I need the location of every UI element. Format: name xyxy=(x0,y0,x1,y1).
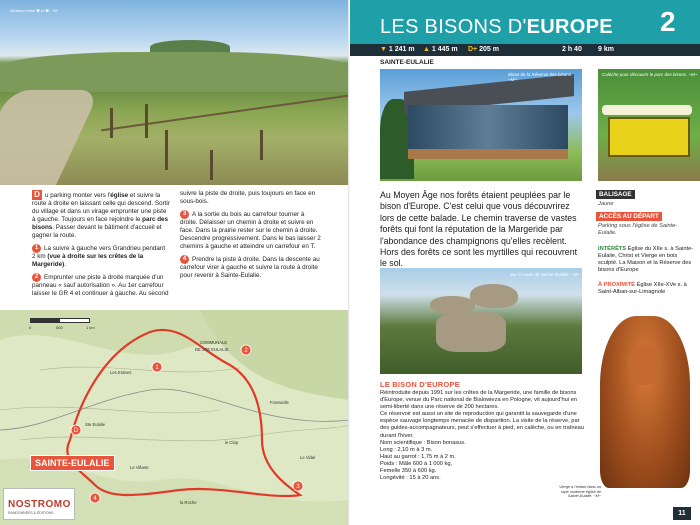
bison-house-photo xyxy=(380,69,582,181)
photo-caption: Sur la route de Sainte-Eulalie. ~M~ xyxy=(510,272,581,277)
statue-face xyxy=(628,345,660,385)
bison-line: Ce réservoir est aussi un site de reproduction qui garantit la sauvegarde d'une espèce sauvage longtemps menacée de disparition. La visite de la réserve, par des guides-accompagnateurs, peut s'effectuer à pied, en calèche, ou en traîneau durant l'hiver. xyxy=(380,411,584,439)
balisage-title: BALISAGE xyxy=(596,190,635,199)
title-regular: LES BISONS D' xyxy=(380,16,527,38)
intro-paragraph xyxy=(32,190,170,240)
photo-caption: Calèche pour découvrir le parc des bisons. ~M~ xyxy=(602,72,698,77)
scale-label: 1 km xyxy=(86,325,95,330)
map-scale-bar xyxy=(30,318,90,323)
distance: 9 km xyxy=(598,46,614,53)
scale-label: 500 xyxy=(56,325,63,330)
title-bold: EUROPE xyxy=(526,16,613,38)
map-place-label: DE STE EULALIE xyxy=(195,347,229,352)
photo-caption: Alentour entre ❹ et ❺. ~M~ xyxy=(10,8,60,13)
start-marker: D xyxy=(32,190,42,200)
min-altitude xyxy=(380,46,415,53)
map-place-label: Ste Eulalie xyxy=(85,422,106,427)
route-marker-label: 1 xyxy=(155,365,159,371)
balisage-value: Jaune xyxy=(598,201,614,207)
publisher-logo xyxy=(3,488,75,520)
route-marker-label: D xyxy=(73,428,79,434)
stat-value: 1 241 m xyxy=(388,46,415,53)
bison-line: Réintroduite depuis 1991 sur les crêtes de la Margeride, une famille de bisons d'Europe, venue du Parc national de Bialowieza en Pologne, vit aujourd'hui en semi-liberté dans une réserve de 200 hectares. xyxy=(380,390,577,411)
proximite-block xyxy=(598,282,696,296)
text: . Passer devant le bâtiment d'accueil et gagner la route. xyxy=(32,224,162,239)
step-4 xyxy=(180,255,322,280)
stat-value: 205 m xyxy=(479,46,499,53)
map-place-label: Le Villaret xyxy=(130,465,149,470)
logo-subtitle: RANDONNÉES & ÉDITIONS xyxy=(8,511,54,515)
bold-text: (vue à droite sur les crêtes de la Margeride) xyxy=(32,253,144,269)
text-column-2 xyxy=(180,190,322,284)
photo-caption: Bison de la Réserve des bisons. ~M~ xyxy=(508,72,573,82)
bison-line: Poids : Mâle 600 à 1 000 kg, xyxy=(380,460,453,467)
text: Prendre la piste à droite. Dans la descente au carrefour virer à gauche et suivre la route à droite pour revenir à Sainte-Eulalie. xyxy=(180,256,320,280)
route-marker-label: 3 xyxy=(296,484,300,490)
step-number: 3 xyxy=(180,210,189,219)
step-number: 4 xyxy=(180,255,189,264)
step-1 xyxy=(32,244,170,269)
text: . xyxy=(64,261,66,269)
stat-value: 1 445 m xyxy=(431,46,458,53)
route-marker-label: 2 xyxy=(244,348,248,354)
bison-line: Nom scientifique : Bison bonasus. xyxy=(380,439,466,446)
map-place-label: le Clap xyxy=(225,440,239,445)
col2-intro: suivre la piste de droite, puis toujours en face en sous-bois. xyxy=(180,190,316,205)
text: La suivre à gauche vers Grandrieu pendant 2 km xyxy=(32,245,166,261)
text: A la sortie du bois au carrefour tourner à droite. Délaisser un chemin à droite et suivre en face. Dans la prairie rester sur le chemin à droite. Descendre progressivement. Dans le bas laisser 2 chemins à gauche et atteindre un carrefour en T. xyxy=(180,211,321,251)
bison-line: Haut au garrot : 1,75 m à 2 m. xyxy=(380,453,456,460)
step-3 xyxy=(180,210,322,251)
town-badge: SAINTE-EULALIE xyxy=(30,455,115,471)
statue-caption: Vierge à l'enfant dans un style moderne église de Sainte-Eulalie. ~M~ xyxy=(559,485,601,498)
bison-text xyxy=(380,390,586,482)
text: u parking monter vers l' xyxy=(45,192,111,199)
map-place-label: Fonsvielle xyxy=(270,400,289,405)
bold-text: église xyxy=(110,192,129,199)
bold-text: parc des bisons xyxy=(32,216,169,231)
page-title xyxy=(380,16,613,39)
granite-rocks-photo xyxy=(380,268,582,374)
intro-paragraph: Au Moyen Âge nos forêts étaient peuplées par le bison d'Europe. C'est celui que vous découvrirez lors de cette balade. Le chemin traverse de vastes forêts qui font la réputation de la Margeride par l'abondance des champignons qu'elles recèlent. Hors des forêts ce sont les myrtilles qui recouvrent le sol. xyxy=(380,190,578,269)
acces-value: Parking sous l'église de Sainte-Eulalie. xyxy=(598,223,678,236)
bison-heading: LE BISON D'EUROPE xyxy=(380,380,460,389)
map-place-label: Les Estives xyxy=(110,370,132,375)
map-place-label: Le Vidal xyxy=(300,455,316,460)
bison-line: Femelle 350 à 600 kg. xyxy=(380,468,437,475)
logo-name: NOSTROMO xyxy=(8,499,71,510)
landscape-photo xyxy=(0,0,350,185)
elevation-gain xyxy=(468,46,499,53)
step-number: 1 xyxy=(32,244,41,253)
section-label: SAINTE-EULALIE xyxy=(380,59,434,66)
step-number: 2 xyxy=(32,273,41,282)
bison-line: Long : 2,10 m à 3 m. xyxy=(380,446,433,453)
road-line xyxy=(0,389,350,430)
step-2 xyxy=(32,273,170,298)
route-number: 2 xyxy=(660,6,676,37)
text: Emprunter une piste à droite marquée d'un panneau « sauf autorisation ». Au 1er carrefour laisser le GR 4 et continuer à gauche. Au second xyxy=(32,274,169,298)
route-marker-label: 4 xyxy=(93,496,97,502)
proximite-label: À PROXIMITÉ xyxy=(598,282,635,288)
up-triangle-icon: ▲ xyxy=(423,46,430,53)
interets-block xyxy=(598,246,696,274)
text-column-1 xyxy=(32,190,170,302)
acces-title: ACCÈS AU DÉPART xyxy=(596,212,662,221)
map-forest xyxy=(200,310,350,400)
interets-label: INTÉRÊTS xyxy=(598,246,627,252)
interets-text: Église du XIIe s. à Sainte-Eulalie, Christ et Vierge en bois sculpté. La Maison et la Réserve des bisons d'Europe xyxy=(598,246,694,273)
max-altitude xyxy=(423,46,458,53)
down-triangle-icon: ▼ xyxy=(380,46,387,53)
map-place-label: COMMUNALE xyxy=(200,340,228,345)
wooden-statue-photo xyxy=(600,316,690,488)
gain-label: D+ xyxy=(468,46,478,53)
contour-line xyxy=(0,407,220,413)
map-place-label: la Roche xyxy=(180,500,197,505)
contour-line xyxy=(40,367,240,372)
wagon-photo xyxy=(598,69,700,181)
scale-label: 0 xyxy=(29,325,32,330)
text: et suivre la route à droite en laissant celle qui descend. Sortir du village et dans un virage emprunter une piste à gauche. Toujours en face rejoindre le xyxy=(32,192,170,223)
duration: 2 h 40 xyxy=(562,46,582,53)
proximite-text: Église XIIe-XVe s. à Saint-Alban-sur-Limagnole xyxy=(598,282,687,295)
page-number: 11 xyxy=(673,507,691,520)
bison-line: Longévité : 15 à 20 ans. xyxy=(380,475,441,482)
